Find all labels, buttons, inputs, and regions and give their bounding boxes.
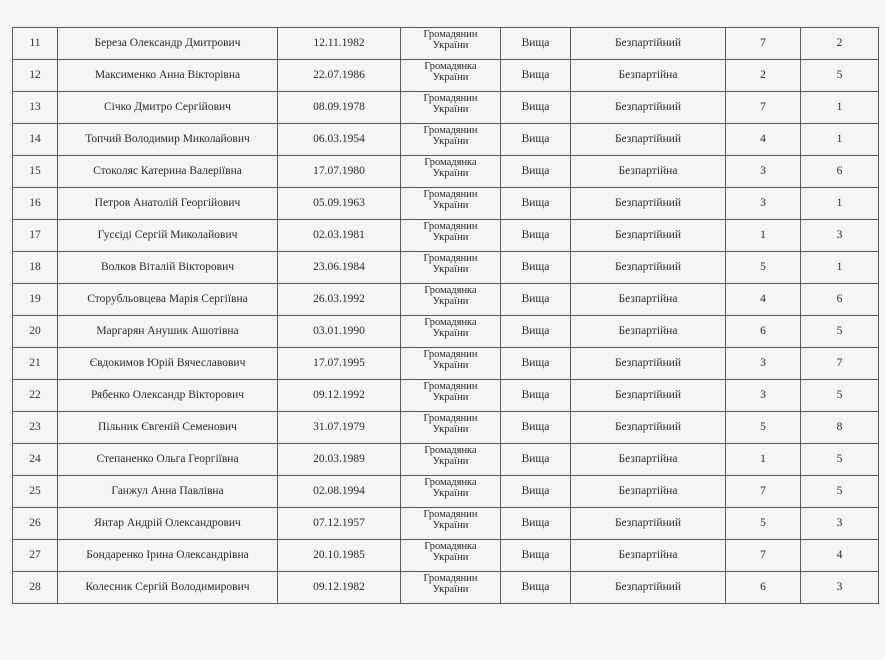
citizenship-line-2: України: [432, 328, 469, 340]
value-b-cell: 1: [801, 188, 879, 220]
table-row: [13, 124, 879, 156]
value-b-cell: 6: [801, 284, 879, 316]
education-cell: Вища: [501, 380, 571, 412]
value-a-cell: 7: [726, 92, 801, 124]
citizenship-line-2: України: [432, 392, 469, 404]
education-cell: Вища: [501, 284, 571, 316]
citizenship-line-2: України: [432, 232, 469, 244]
education-cell: Вища: [501, 124, 571, 156]
full-name-cell: Максименко Анна Вікторівна: [58, 60, 278, 92]
party-cell: Безпартійна: [571, 444, 726, 476]
citizenship-line-1: Громадянин: [423, 381, 478, 392]
value-a-cell: 2: [726, 60, 801, 92]
table-body: [13, 28, 879, 604]
value-b-cell: 1: [801, 252, 879, 284]
table-row: [13, 412, 879, 444]
citizenship-line-2: України: [432, 456, 469, 468]
citizenship-line-2: України: [432, 552, 469, 564]
row-number: 18: [13, 252, 58, 284]
candidate-table: [12, 27, 879, 604]
citizenship-line-2: України: [432, 168, 469, 180]
row-number: 21: [13, 348, 58, 380]
citizenship-line-2: України: [432, 200, 469, 212]
full-name-cell: Євдокимов Юрій Вячеславович: [58, 348, 278, 380]
full-name-cell: Гусєіді Сергій Миколайович: [58, 220, 278, 252]
row-number: 19: [13, 284, 58, 316]
citizenship-line-1: Громадянин: [423, 93, 478, 104]
row-number: 16: [13, 188, 58, 220]
party-cell: Безпартійна: [571, 316, 726, 348]
row-number: 25: [13, 476, 58, 508]
value-b-cell: 3: [801, 220, 879, 252]
value-a-cell: 5: [726, 508, 801, 540]
education-cell: Вища: [501, 60, 571, 92]
education-cell: Вища: [501, 444, 571, 476]
citizenship-line-1: Громадянка: [424, 157, 477, 168]
value-a-cell: 3: [726, 348, 801, 380]
value-b-cell: 5: [801, 476, 879, 508]
citizenship-line-1: Громадянин: [423, 509, 478, 520]
birth-date-cell: 07.12.1957: [278, 508, 401, 540]
full-name-cell: Береза Олександр Дмитрович: [58, 28, 278, 60]
value-b-cell: 3: [801, 572, 879, 604]
education-cell: Вища: [501, 220, 571, 252]
citizenship-line-1: Громадянин: [423, 413, 478, 424]
value-a-cell: 7: [726, 540, 801, 572]
party-cell: Безпартійна: [571, 60, 726, 92]
citizenship-line-2: України: [432, 104, 469, 116]
citizenship-cell: [401, 188, 501, 220]
table-row: [13, 348, 879, 380]
citizenship-cell: [401, 444, 501, 476]
party-cell: Безпартійний: [571, 572, 726, 604]
row-number: 23: [13, 412, 58, 444]
citizenship-cell: [401, 316, 501, 348]
citizenship-line-2: України: [432, 136, 469, 148]
value-a-cell: 7: [726, 28, 801, 60]
full-name-cell: Волков Віталій Вікторович: [58, 252, 278, 284]
row-number: 22: [13, 380, 58, 412]
citizenship-cell: [401, 92, 501, 124]
party-cell: Безпартійний: [571, 124, 726, 156]
value-a-cell: 7: [726, 476, 801, 508]
value-b-cell: 7: [801, 348, 879, 380]
full-name-cell: Колесник Сергій Володимирович: [58, 572, 278, 604]
citizenship-line-2: України: [432, 424, 469, 436]
citizenship-cell: [401, 476, 501, 508]
value-a-cell: 4: [726, 124, 801, 156]
value-b-cell: 5: [801, 444, 879, 476]
party-cell: Безпартійний: [571, 28, 726, 60]
birth-date-cell: 17.07.1980: [278, 156, 401, 188]
birth-date-cell: 22.07.1986: [278, 60, 401, 92]
citizenship-line-2: України: [432, 520, 469, 532]
full-name-cell: Рябенко Олександр Вікторович: [58, 380, 278, 412]
citizenship-line-2: України: [432, 360, 469, 372]
table-row: [13, 380, 879, 412]
value-b-cell: 3: [801, 508, 879, 540]
value-a-cell: 1: [726, 220, 801, 252]
education-cell: Вища: [501, 540, 571, 572]
full-name-cell: Пільник Євгеній Семенович: [58, 412, 278, 444]
value-a-cell: 4: [726, 284, 801, 316]
citizenship-line-1: Громадянин: [423, 349, 478, 360]
row-number: 13: [13, 92, 58, 124]
citizenship-line-1: Громадянин: [423, 189, 478, 200]
table-row: [13, 156, 879, 188]
party-cell: Безпартійна: [571, 284, 726, 316]
citizenship-cell: [401, 348, 501, 380]
education-cell: Вища: [501, 188, 571, 220]
citizenship-line-2: України: [432, 40, 469, 52]
citizenship-cell: [401, 252, 501, 284]
table-row: [13, 476, 879, 508]
party-cell: Безпартійний: [571, 188, 726, 220]
row-number: 20: [13, 316, 58, 348]
citizenship-line-2: України: [432, 488, 469, 500]
birth-date-cell: 20.10.1985: [278, 540, 401, 572]
birth-date-cell: 02.08.1994: [278, 476, 401, 508]
party-cell: Безпартійний: [571, 92, 726, 124]
party-cell: Безпартійний: [571, 508, 726, 540]
education-cell: Вища: [501, 572, 571, 604]
citizenship-line-1: Громадянка: [424, 445, 477, 456]
table-row: [13, 284, 879, 316]
table-row: [13, 508, 879, 540]
education-cell: Вища: [501, 92, 571, 124]
value-b-cell: 8: [801, 412, 879, 444]
full-name-cell: Янтар Андрій Олександрович: [58, 508, 278, 540]
birth-date-cell: 23.06.1984: [278, 252, 401, 284]
party-cell: Безпартійний: [571, 348, 726, 380]
citizenship-cell: [401, 508, 501, 540]
value-b-cell: 2: [801, 28, 879, 60]
value-b-cell: 5: [801, 60, 879, 92]
birth-date-cell: 09.12.1992: [278, 380, 401, 412]
value-a-cell: 6: [726, 572, 801, 604]
full-name-cell: Стоколяс Катерина Валеріївна: [58, 156, 278, 188]
table-row: [13, 28, 879, 60]
full-name-cell: Степаненко Ольга Георгіївна: [58, 444, 278, 476]
citizenship-line-1: Громадянин: [423, 125, 478, 136]
table-row: [13, 572, 879, 604]
table-row: [13, 92, 879, 124]
value-b-cell: 5: [801, 380, 879, 412]
citizenship-line-1: Громадянин: [423, 573, 478, 584]
education-cell: Вища: [501, 508, 571, 540]
full-name-cell: Петров Анатолій Георгійович: [58, 188, 278, 220]
citizenship-cell: [401, 28, 501, 60]
value-a-cell: 1: [726, 444, 801, 476]
row-number: 14: [13, 124, 58, 156]
birth-date-cell: 05.09.1963: [278, 188, 401, 220]
row-number: 26: [13, 508, 58, 540]
birth-date-cell: 03.01.1990: [278, 316, 401, 348]
education-cell: Вища: [501, 476, 571, 508]
birth-date-cell: 26.03.1992: [278, 284, 401, 316]
birth-date-cell: 08.09.1978: [278, 92, 401, 124]
birth-date-cell: 06.03.1954: [278, 124, 401, 156]
citizenship-cell: [401, 220, 501, 252]
citizenship-cell: [401, 60, 501, 92]
value-a-cell: 3: [726, 188, 801, 220]
full-name-cell: Ганжул Анна Павлівна: [58, 476, 278, 508]
party-cell: Безпартійна: [571, 540, 726, 572]
party-cell: Безпартійна: [571, 476, 726, 508]
citizenship-line-1: Громадянин: [423, 29, 478, 40]
citizenship-line-1: Громадянин: [423, 253, 478, 264]
birth-date-cell: 17.07.1995: [278, 348, 401, 380]
row-number: 15: [13, 156, 58, 188]
row-number: 27: [13, 540, 58, 572]
row-number: 11: [13, 28, 58, 60]
row-number: 24: [13, 444, 58, 476]
value-a-cell: 3: [726, 380, 801, 412]
full-name-cell: Січко Дмитро Сергійович: [58, 92, 278, 124]
citizenship-line-1: Громадянка: [424, 285, 477, 296]
value-a-cell: 3: [726, 156, 801, 188]
value-b-cell: 1: [801, 92, 879, 124]
citizenship-line-1: Громадянка: [424, 61, 477, 72]
table-row: [13, 540, 879, 572]
education-cell: Вища: [501, 28, 571, 60]
party-cell: Безпартійний: [571, 220, 726, 252]
citizenship-line-1: Громадянка: [424, 541, 477, 552]
education-cell: Вища: [501, 156, 571, 188]
table-row: [13, 316, 879, 348]
party-cell: Безпартійний: [571, 412, 726, 444]
birth-date-cell: 09.12.1982: [278, 572, 401, 604]
citizenship-line-1: Громадянин: [423, 221, 478, 232]
full-name-cell: Бондаренко Ірина Олександрівна: [58, 540, 278, 572]
education-cell: Вища: [501, 412, 571, 444]
citizenship-line-2: України: [432, 296, 469, 308]
row-number: 28: [13, 572, 58, 604]
row-number: 12: [13, 60, 58, 92]
party-cell: Безпартійна: [571, 156, 726, 188]
citizenship-cell: [401, 412, 501, 444]
birth-date-cell: 31.07.1979: [278, 412, 401, 444]
table-row: [13, 220, 879, 252]
citizenship-cell: [401, 380, 501, 412]
value-a-cell: 6: [726, 316, 801, 348]
value-b-cell: 1: [801, 124, 879, 156]
full-name-cell: Маргарян Анушик Ашотівна: [58, 316, 278, 348]
value-b-cell: 6: [801, 156, 879, 188]
table-row: [13, 444, 879, 476]
birth-date-cell: 20.03.1989: [278, 444, 401, 476]
row-number: 17: [13, 220, 58, 252]
citizenship-line-1: Громадянка: [424, 477, 477, 488]
education-cell: Вища: [501, 348, 571, 380]
birth-date-cell: 12.11.1982: [278, 28, 401, 60]
citizenship-line-2: України: [432, 72, 469, 84]
table-row: [13, 188, 879, 220]
citizenship-cell: [401, 540, 501, 572]
citizenship-cell: [401, 124, 501, 156]
value-b-cell: 5: [801, 316, 879, 348]
value-b-cell: 4: [801, 540, 879, 572]
citizenship-cell: [401, 572, 501, 604]
citizenship-line-2: України: [432, 264, 469, 276]
education-cell: Вища: [501, 252, 571, 284]
citizenship-line-2: України: [432, 584, 469, 596]
party-cell: Безпартійний: [571, 380, 726, 412]
table-row: [13, 252, 879, 284]
table-row: [13, 60, 879, 92]
birth-date-cell: 02.03.1981: [278, 220, 401, 252]
education-cell: Вища: [501, 316, 571, 348]
full-name-cell: Сторубльовцева Марія Сергіївна: [58, 284, 278, 316]
citizenship-cell: [401, 284, 501, 316]
value-a-cell: 5: [726, 252, 801, 284]
citizenship-line-1: Громадянка: [424, 317, 477, 328]
value-a-cell: 5: [726, 412, 801, 444]
citizenship-cell: [401, 156, 501, 188]
party-cell: Безпартійний: [571, 252, 726, 284]
full-name-cell: Топчий Володимир Миколайович: [58, 124, 278, 156]
